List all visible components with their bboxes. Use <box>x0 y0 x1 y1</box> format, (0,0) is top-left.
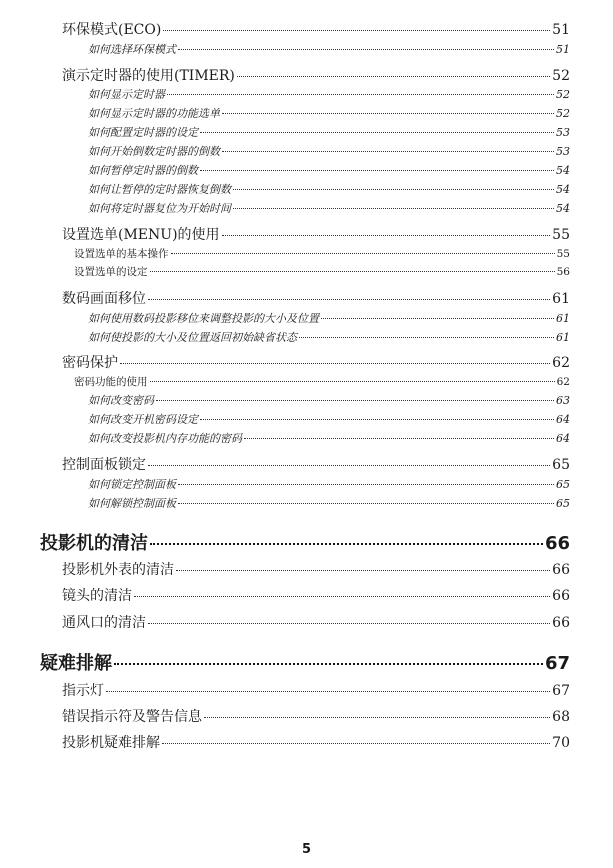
toc-entry-title: 控制面板锁定 <box>62 457 146 473</box>
toc-entry-title: 通风口的清洁 <box>62 615 146 631</box>
toc-entry[interactable] <box>62 288 570 308</box>
dot-leader <box>178 503 554 504</box>
toc-entry-page: 62 <box>556 376 570 388</box>
toc-entry[interactable] <box>74 246 570 261</box>
toc-entry-title: 如何改变密码 <box>88 394 154 407</box>
dot-leader <box>233 208 554 209</box>
toc-entry-page: 68 <box>552 709 570 725</box>
dot-leader <box>120 363 550 364</box>
dot-leader <box>222 151 554 152</box>
toc-entry-page: 65 <box>556 497 570 510</box>
toc-entry-page: 54 <box>556 202 570 215</box>
toc-entry-page: 64 <box>556 432 570 445</box>
dot-leader <box>178 49 554 50</box>
toc-entry-title: 如何配置定时器的设定 <box>88 126 198 139</box>
toc-entry-title: 指示灯 <box>62 683 104 699</box>
toc-chapter-entry[interactable] <box>40 529 570 555</box>
toc-entry-title: 密码保护 <box>62 355 118 371</box>
toc-entry-title: 如何使投影的大小及位置返回初始缺省状态 <box>88 331 297 344</box>
dot-leader <box>134 596 550 597</box>
toc-entry-page: 63 <box>556 394 570 407</box>
toc-entry-title: 如何显示定时器 <box>88 88 165 101</box>
toc-entry-page: 56 <box>556 266 570 278</box>
toc-entry[interactable] <box>88 143 570 159</box>
toc-entry[interactable] <box>88 430 570 446</box>
toc-entry[interactable] <box>88 310 570 326</box>
toc-entry[interactable] <box>88 105 570 121</box>
toc-entry[interactable] <box>88 181 570 197</box>
dot-leader <box>156 400 554 401</box>
dot-leader <box>299 337 554 338</box>
dot-leader <box>114 663 543 665</box>
dot-leader <box>321 318 554 319</box>
toc-entry[interactable] <box>88 86 570 102</box>
toc-entry-page: 61 <box>552 291 570 307</box>
toc-entry-title: 数码画面移位 <box>62 291 146 307</box>
toc-entry-title: 疑难排解 <box>40 653 112 674</box>
toc-entry-title: 如何改变开机密码设定 <box>88 413 198 426</box>
toc-entry-title: 密码功能的使用 <box>74 376 148 388</box>
toc-entry-page: 51 <box>552 22 570 38</box>
toc-entry-page: 67 <box>544 653 570 674</box>
toc-entry-title: 如何让暂停的定时器恢复倒数 <box>88 183 231 196</box>
toc-entry-page: 66 <box>552 615 570 631</box>
toc-entry-title: 如何暂停定时器的倒数 <box>88 164 198 177</box>
toc-entry-title: 错误指示符及警告信息 <box>62 709 202 725</box>
toc-entry-page: 62 <box>552 355 570 371</box>
toc-entry-title: 设置选单的设定 <box>74 266 148 278</box>
toc-entry-page: 70 <box>552 735 570 751</box>
toc-entry-page: 66 <box>552 588 570 604</box>
toc-entry-page: 66 <box>552 562 570 578</box>
toc-entry-page: 51 <box>556 43 570 56</box>
toc-entry[interactable] <box>62 706 570 726</box>
toc-entry[interactable] <box>62 454 570 474</box>
dot-leader <box>171 253 555 254</box>
toc-entry-page: 65 <box>552 457 570 473</box>
dot-leader <box>163 30 550 31</box>
toc-entry-page: 64 <box>556 413 570 426</box>
dot-leader <box>150 543 543 545</box>
dot-leader <box>106 691 550 692</box>
toc-entry-title: 如何改变投影机内存功能的密码 <box>88 432 242 445</box>
toc-entry[interactable] <box>62 680 570 700</box>
toc-entry-title: 如何将定时器复位为开始时间 <box>88 202 231 215</box>
toc-entry-title: 如何使用数码投影移位来调整投影的大小及位置 <box>88 312 319 325</box>
dot-leader <box>167 94 554 95</box>
toc-entry[interactable] <box>88 476 570 492</box>
dot-leader <box>222 235 551 236</box>
toc-entry[interactable] <box>74 264 570 279</box>
dot-leader <box>222 113 554 114</box>
toc-entry-title: 环保模式(ECO) <box>62 22 162 38</box>
dot-leader <box>178 484 554 485</box>
toc-entry-title: 投影机外表的清洁 <box>62 562 174 578</box>
toc-entry[interactable] <box>62 732 570 752</box>
dot-leader <box>150 381 555 382</box>
toc-entry-page: 53 <box>556 126 570 139</box>
dot-leader <box>148 299 550 300</box>
dot-leader <box>237 76 550 77</box>
toc-entry[interactable] <box>88 41 570 57</box>
dot-leader <box>176 570 550 571</box>
toc-entry-title: 如何显示定时器的功能选单 <box>88 107 220 120</box>
toc-entry-page: 54 <box>556 164 570 177</box>
dot-leader <box>148 465 550 466</box>
dot-leader <box>148 623 550 624</box>
toc-entry-title: 设置选单的基本操作 <box>74 248 169 260</box>
dot-leader <box>204 717 550 718</box>
toc-entry-title: 设置选单(MENU)的使用 <box>62 227 220 243</box>
page-number: 5 <box>301 842 312 857</box>
toc-entry-title: 投影机疑难排解 <box>62 735 160 751</box>
toc-entry[interactable] <box>62 19 570 39</box>
toc-chapter-entry[interactable] <box>40 649 570 675</box>
toc-entry-page: 67 <box>552 683 570 699</box>
toc-entry-title: 演示定时器的使用(TIMER) <box>62 68 235 84</box>
toc-entry-page: 55 <box>556 248 570 260</box>
toc-entry-page: 65 <box>556 478 570 491</box>
dot-leader <box>200 419 554 420</box>
toc-entry-title: 如何解锁控制面板 <box>88 497 176 510</box>
toc-entry-title: 如何选择环保模式 <box>88 43 176 56</box>
toc-entry[interactable] <box>62 559 570 579</box>
toc-entry[interactable] <box>74 374 570 389</box>
toc-entry[interactable] <box>88 495 570 511</box>
toc-entry[interactable] <box>88 329 570 345</box>
toc-entry[interactable] <box>62 585 570 605</box>
toc-entry[interactable] <box>88 200 570 216</box>
toc-entry[interactable] <box>62 224 570 244</box>
toc-entry-title: 如何锁定控制面板 <box>88 478 176 491</box>
dot-leader <box>200 170 554 171</box>
toc-entry-page: 55 <box>552 227 570 243</box>
toc-entry-title: 镜头的清洁 <box>62 588 132 604</box>
toc-entry-page: 66 <box>544 533 570 554</box>
dot-leader <box>244 438 554 439</box>
toc-entry-page: 53 <box>556 145 570 158</box>
dot-leader <box>200 132 554 133</box>
toc-entry[interactable] <box>62 352 570 372</box>
dot-leader <box>233 189 554 190</box>
toc-entry[interactable] <box>62 612 570 632</box>
dot-leader <box>150 271 555 272</box>
toc-entry[interactable] <box>62 65 570 85</box>
toc-entry-title: 投影机的清洁 <box>40 533 148 554</box>
dot-leader <box>162 743 550 744</box>
toc-entry[interactable] <box>88 411 570 427</box>
toc-entry[interactable] <box>88 162 570 178</box>
toc-entry-page: 52 <box>552 68 570 84</box>
toc-entry[interactable] <box>88 124 570 140</box>
toc-entry-page: 52 <box>556 107 570 120</box>
toc-entry-title: 如何开始倒数定时器的倒数 <box>88 145 220 158</box>
toc-entry-page: 61 <box>556 312 570 325</box>
toc-entry-page: 54 <box>556 183 570 196</box>
toc-entry-page: 61 <box>556 331 570 344</box>
toc-entry-page: 52 <box>556 88 570 101</box>
toc-entry[interactable] <box>88 392 570 408</box>
